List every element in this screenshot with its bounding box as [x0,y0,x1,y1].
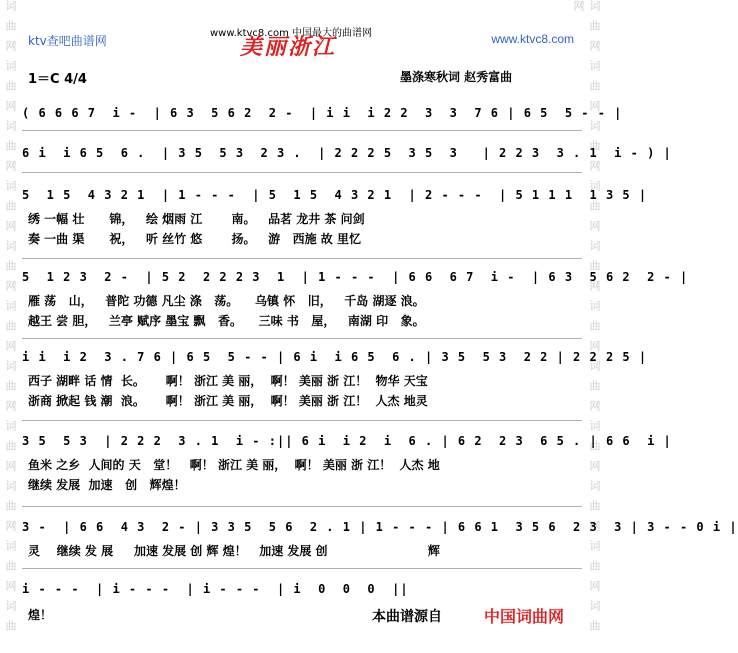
lyric-line-1: 灵 继续 发 展 加速 发展 创 辉 煌！ 加速 发展 创 辉 [28,544,440,558]
row-divider [22,506,582,507]
lyric-line-1: 西子 湖畔 话 情 长。 啊！ 浙江 美 丽， 啊！ 美丽 浙 江！ 物华 天宝 [28,374,428,388]
right-watermark: 词曲网词曲网词曲网词曲网词曲网词曲网词曲网词曲网词曲网词曲网词曲网 [572,0,601,640]
row-divider [22,258,582,259]
row-divider [22,130,582,131]
row-divider [22,420,582,421]
lyric-line-1: 煌！ [28,608,53,622]
notation-line: i - - - | i - - - | i - - - | i 0 0 0 || [22,582,409,596]
notation-line: 6 i i 6 5 6 . | 3 5 5 3 2 3 . | 2 2 2 5 3 5 3 | 2 2 3 3 . 1 i - ) | [22,146,672,160]
lyric-line-1: 绣 一幅 壮 锦， 绘 烟雨 江 南。 品茗 龙井 茶 问剑 [28,212,365,226]
lyric-line-1: 雁 荡 山， 普陀 功德 凡尘 涤 荡。 乌镇 怀 旧， 千岛 湖逐 浪。 [28,294,425,308]
notation-line: 3 - | 6 6 4 3 2 - | 3 3 5 5 6 2 . 1 | 1 - - - | 6 6 1 3 5 6 2 3 3 | 3 - - 0 i | [22,520,738,534]
site-slogan: www.ktvc8.com 中国最大的曲谱网 [210,28,373,39]
lyric-line-2: 越王 尝 胆， 兰亭 赋序 墨宝 飘 香。 三味 书 屋， 南湖 印 象。 [28,314,425,328]
row-divider [22,172,582,173]
notation-line: i i i 2 3 . 7 6 | 6 5 5 - - | 6 i i 6 5 6 . | 3 5 5 3 2 2 | 2 2 2 5 | [22,350,648,364]
row-divider [22,338,582,339]
lyric-line-1: 鱼米 之乡 人间的 天 堂！ 啊！ 浙江 美 丽， 啊！ 美丽 浙 江！ 人杰 地 [28,458,440,472]
lyric-line-2: 继续 发展 加速 创 辉煌！ [28,478,186,492]
notation-line: 5 1 5 4 3 2 1 | 1 - - - | 5 1 5 4 3 2 1 | 2 - - - | 5 1 1 1 1 3 5 | [22,188,648,202]
song-credits: 墨涤寒秋词 赵秀富曲 [400,70,513,84]
left-watermark: 词曲网词曲网词曲网词曲网词曲网词曲网词曲网词曲网词曲网词曲网词曲 [4,0,17,640]
notation-line: 5 1 2 3 2 - | 5 2 2 2 2 3 1 | 1 - - - | 6 6 6 7 i - | 6 3 5 6 2 2 - | [22,270,689,284]
song-title: 美丽浙江 [240,34,337,60]
notation-line: 3 5 5 3 | 2 2 2 3 . 1 i - :|| 6 i i 2 i 6 . | 6 2 2 3 6 5 . | 6 6 i | [22,434,672,448]
lyric-line-2: 奏 一曲 渠 祝， 听 丝竹 悠 扬。 游 西施 故 里忆 [28,232,361,246]
lyric-line-2: 浙商 掀起 钱 潮 浪。 啊！ 浙江 美 丽， 啊！ 美丽 浙 江！ 人杰 地灵 [28,394,428,408]
source-site-link[interactable]: 中国词曲网 [484,607,565,626]
source-label: 本曲谱源自 [372,609,442,625]
site-name-left[interactable]: ktv查吧曲谱网 [28,34,107,48]
site-url-right[interactable]: www.ktvc8.com [491,32,574,46]
row-divider [22,568,582,569]
key-signature: 1＝C 4/4 [28,72,87,87]
notation-line: ( 6 6 6 7 i - | 6 3 5 6 2 2 - | i i i 2 2 3 3 7 6 | 6 5 5 - - | [22,106,623,120]
